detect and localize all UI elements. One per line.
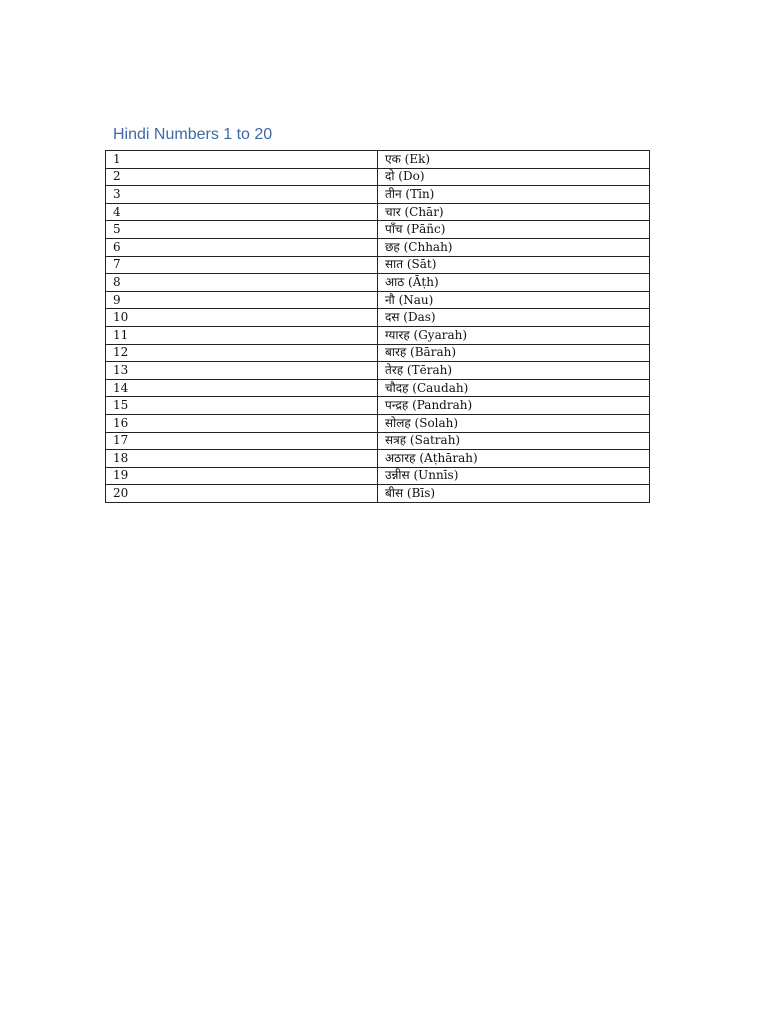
number-cell: 9 [106,291,378,309]
table-row [106,221,650,239]
number-cell: 2 [106,168,378,186]
table-row [106,467,650,485]
hindi-word-cell: अठारह (Aṭhārah) [378,450,650,468]
number-cell: 20 [106,485,378,503]
table-row [106,151,650,169]
hindi-word-cell: पाँच (Pāñc) [378,221,650,239]
table-row [106,450,650,468]
table-row [106,432,650,450]
number-cell: 11 [106,326,378,344]
table-row [106,326,650,344]
table-row [106,397,650,415]
table-row [106,168,650,186]
table-row [106,256,650,274]
page-title: Hindi Numbers 1 to 20 [113,126,273,143]
number-cell: 15 [106,397,378,415]
number-cell: 7 [106,256,378,274]
table-row [106,186,650,204]
table-row [106,291,650,309]
number-cell: 17 [106,432,378,450]
number-cell: 8 [106,274,378,292]
hindi-word-cell: बारह (Bārah) [378,344,650,362]
table-row [106,379,650,397]
table-row [106,485,650,503]
number-cell: 5 [106,221,378,239]
number-cell: 14 [106,379,378,397]
hindi-word-cell: चौदह (Caudah) [378,379,650,397]
hindi-word-cell: नौ (Nau) [378,291,650,309]
number-cell: 3 [106,186,378,204]
hindi-word-cell: ग्यारह (Gyarah) [378,326,650,344]
table-row [106,274,650,292]
hindi-word-cell: तीन (Tīn) [378,186,650,204]
hindi-word-cell: सत्रह (Satrah) [378,432,650,450]
hindi-numbers-table [105,150,650,503]
hindi-word-cell: उन्नीस (Unnīs) [378,467,650,485]
hindi-word-cell: दो (Do) [378,168,650,186]
hindi-word-cell: दस (Das) [378,309,650,327]
hindi-word-cell: बीस (Bīs) [378,485,650,503]
number-cell: 13 [106,362,378,380]
hindi-word-cell: तेरह (Tērah) [378,362,650,380]
hindi-word-cell: सोलह (Solah) [378,414,650,432]
number-cell: 1 [106,151,378,169]
table-row [106,414,650,432]
hindi-word-cell: चार (Chār) [378,203,650,221]
hindi-word-cell: एक (Ek) [378,151,650,169]
table-row [106,362,650,380]
hindi-word-cell: आठ (Āṭh) [378,274,650,292]
table-row [106,203,650,221]
table-row [106,238,650,256]
number-cell: 12 [106,344,378,362]
table-body [106,151,650,503]
number-cell: 18 [106,450,378,468]
number-cell: 4 [106,203,378,221]
number-cell: 19 [106,467,378,485]
hindi-word-cell: सात (Sāt) [378,256,650,274]
hindi-word-cell: पन्द्रह (Pandrah) [378,397,650,415]
table-row [106,309,650,327]
table-row [106,344,650,362]
number-cell: 6 [106,238,378,256]
number-cell: 16 [106,414,378,432]
number-cell: 10 [106,309,378,327]
hindi-word-cell: छह (Chhah) [378,238,650,256]
